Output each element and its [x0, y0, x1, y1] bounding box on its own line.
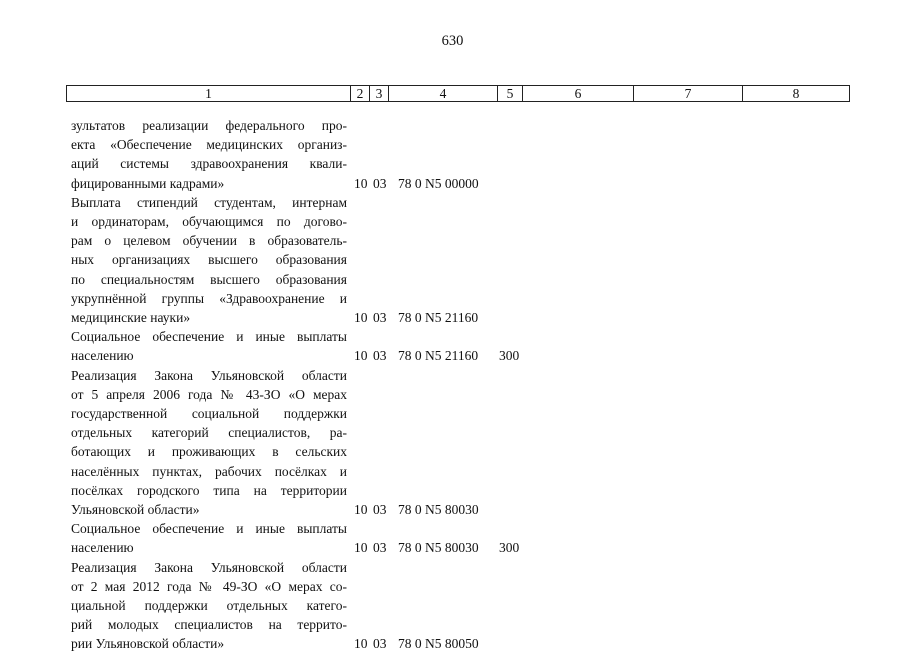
- row-cell-col-5: 300: [499, 540, 520, 556]
- page-number: 630: [441, 33, 464, 49]
- row-description-line: фицированными кадрами»: [71, 175, 225, 191]
- row-cell-col-3: 03: [373, 175, 387, 191]
- row-description-line: и ординаторам, обучающимся по догово-: [71, 214, 347, 229]
- row-description-line: отдельных категорий специалистов, ра-: [71, 425, 347, 441]
- row-cell-col-4: 78 0 N5 21160: [398, 310, 479, 325]
- row-description-line: ных организациях высшего образования: [71, 252, 347, 268]
- row-description-line: медицинские науки»: [71, 310, 191, 325]
- row-description-line: екта «Обеспечение медицинских организ-: [71, 137, 347, 153]
- row-description-line: населению: [71, 540, 134, 556]
- row-description-line: Социальное обеспечение и иные выплаты: [71, 329, 347, 345]
- column-header-3: 3: [370, 86, 389, 102]
- row-cell-col-2: 10: [354, 310, 368, 325]
- row-cell-col-2: 10: [354, 540, 368, 556]
- row-cell-col-3: 03: [373, 540, 387, 556]
- row-description-line: ботающих и проживающих в сельских: [71, 444, 347, 460]
- row-description-line: рий молодых специалистов на террито-: [71, 617, 347, 633]
- row-description-line: государственной социальной поддержки: [71, 406, 347, 421]
- row-cell-col-3: 03: [373, 310, 387, 325]
- row-description-line: Реализация Закона Ульяновской области: [71, 367, 347, 383]
- row-cell-col-2: 10: [354, 502, 368, 517]
- column-header-7: 7: [634, 86, 743, 102]
- row-cell-col-4: 78 0 N5 00000: [398, 175, 479, 191]
- row-cell-col-4: 78 0 N5 21160: [398, 348, 479, 364]
- column-header-row: [67, 86, 850, 102]
- row-description-line: рам о целевом обучении в образователь-: [71, 233, 347, 249]
- row-description-line: Социальное обеспечение и иные выплаты: [71, 521, 347, 537]
- row-description-line: Реализация Закона Ульяновской области: [71, 559, 347, 575]
- column-header-table: [66, 85, 850, 102]
- column-header-1: 1: [67, 86, 351, 102]
- row-description-line: Выплата стипендий студентам, интернам: [71, 194, 347, 210]
- row-description-line: от 5 апреля 2006 года № 43-ЗО «О мерах: [71, 386, 347, 402]
- row-cell-col-3: 03: [373, 636, 387, 651]
- row-description-line: населению: [71, 348, 134, 364]
- row-description-line: населённых пунктах, рабочих посёлках и: [71, 463, 347, 479]
- row-cell-col-2: 10: [354, 636, 368, 651]
- column-header-5: 5: [498, 86, 523, 102]
- row-description-line: по специальностям высшего образования: [71, 271, 347, 287]
- row-cell-col-2: 10: [354, 348, 368, 364]
- row-description-line: укрупнённой группы «Здравоохранение и: [71, 290, 347, 306]
- row-cell-col-4: 78 0 N5 80030: [398, 540, 479, 556]
- column-header-4: 4: [389, 86, 498, 102]
- row-cell-col-2: 10: [354, 175, 368, 191]
- row-cell-col-4: 78 0 N5 80030: [398, 502, 479, 517]
- row-description-line: посёлках городского типа на территории: [71, 482, 347, 498]
- row-cell-col-4: 78 0 N5 80050: [398, 636, 479, 651]
- row-description-line: рии Ульяновской области»: [71, 636, 225, 651]
- row-description-line: зультатов реализации федерального про-: [71, 118, 347, 133]
- row-cell-col-3: 03: [373, 502, 387, 517]
- column-header-6: 6: [523, 86, 634, 102]
- row-description-line: аций системы здравоохранения квали-: [71, 156, 347, 172]
- column-header-8: 8: [743, 86, 850, 102]
- row-cell-col-5: 300: [499, 348, 520, 364]
- column-header-2: 2: [351, 86, 370, 102]
- row-cell-col-3: 03: [373, 348, 387, 364]
- row-description-line: Ульяновской области»: [71, 502, 200, 517]
- row-description-line: от 2 мая 2012 года № 49-ЗО «О мерах со-: [71, 578, 347, 594]
- row-description-line: циальной поддержки отдельных катего-: [71, 598, 347, 613]
